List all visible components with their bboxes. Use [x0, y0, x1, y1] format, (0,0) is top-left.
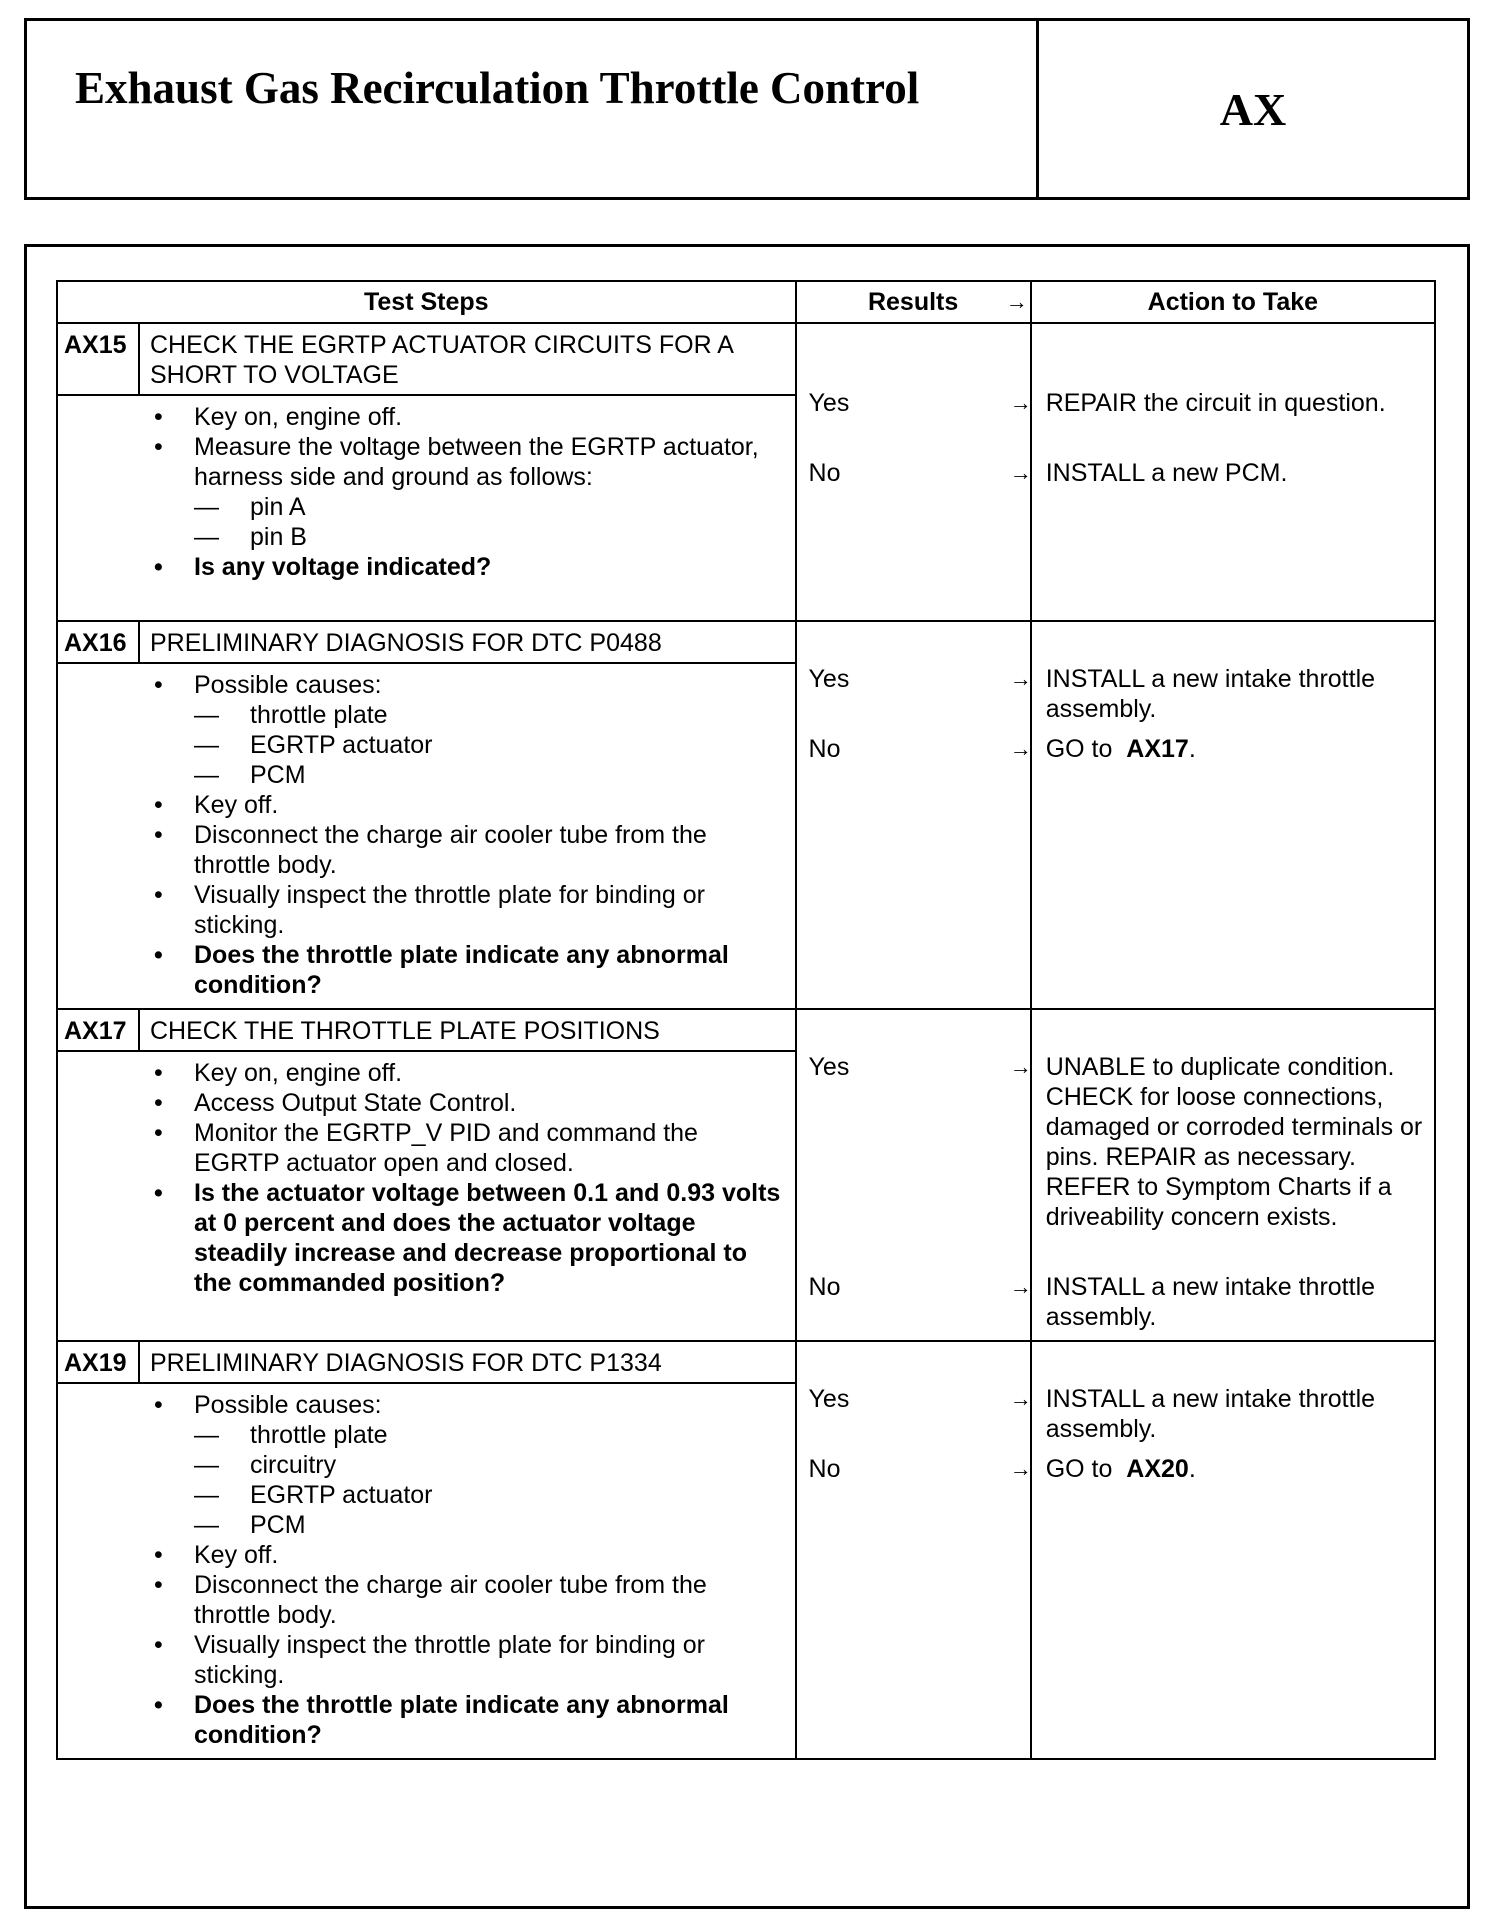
step-title: PRELIMINARY DIAGNOSIS FOR DTC P1334 [150, 1349, 662, 1377]
step-bullet: • Visually inspect the throttle plate for binding or sticking. [194, 880, 787, 940]
action-yes: UNABLE to duplicate condition. CHECK for loose connections, damaged or corroded terminals or pins. REPAIR as necessary. REFER to Symptom Charts if a driveability concern exists. [1045, 1053, 1423, 1231]
step-question: • Is the actuator voltage between 0.1 and 0.93 volts at 0 percent and does the actuator voltage steadily increase and decrease proportional to the commanded position? [194, 1178, 787, 1298]
result-yes-label: Yes [808, 1385, 850, 1413]
action-cell [1031, 1341, 1435, 1759]
result-no [797, 1272, 1030, 1302]
arrow-icon: → [1009, 1054, 1032, 1079]
step-subitem: — throttle plate [194, 1420, 787, 1450]
step-header [58, 1010, 797, 1052]
result-no-label: No [808, 1455, 841, 1483]
result-yes [797, 388, 1030, 418]
test-step-cell [57, 621, 796, 1009]
step-bullet: • Disconnect the charge air cooler tube from the throttle body. [194, 1570, 787, 1630]
step-title: CHECK THE THROTTLE PLATE POSITIONS [150, 1017, 660, 1045]
arrow-icon: → [1009, 1386, 1032, 1411]
step-subitem: — pin B [194, 522, 787, 552]
table-header-row [57, 281, 1435, 323]
step-header [58, 324, 797, 396]
action-no: INSTALL a new PCM. [1045, 459, 1288, 487]
step-bullet: • Measure the voltage between the EGRTP actuator, harness side and ground as follows: [194, 432, 787, 492]
action-no-suffix: . [1188, 1455, 1196, 1483]
result-yes [797, 1384, 1030, 1414]
table-row [57, 1341, 1435, 1759]
table-row [57, 323, 1435, 621]
test-step-cell [57, 323, 796, 621]
action-no [1032, 734, 1434, 764]
result-no-label: No [808, 459, 841, 487]
step-id: AX19 [58, 1342, 140, 1382]
step-subitem: — EGRTP actuator [194, 730, 787, 760]
step-reference-link[interactable]: AX20 [1126, 1455, 1189, 1483]
step-body [58, 664, 795, 1008]
result-no-label: No [808, 1273, 841, 1301]
step-body [58, 396, 795, 620]
step-bullet: • Possible causes: [194, 1390, 787, 1420]
results-cell [796, 323, 1031, 621]
arrow-icon: → [1009, 1274, 1032, 1299]
table-row [57, 1009, 1435, 1341]
action-cell [1031, 621, 1435, 1009]
result-no-label: No [808, 735, 841, 763]
column-header-action: Action to Take [1031, 281, 1435, 323]
test-steps-table [56, 280, 1436, 1760]
header-box [24, 18, 1470, 200]
action-no: INSTALL a new intake throttle assembly. [1045, 1273, 1376, 1331]
step-reference-link[interactable]: AX17 [1126, 735, 1189, 763]
step-id: AX16 [58, 622, 140, 662]
step-subitem: — EGRTP actuator [194, 1480, 787, 1510]
step-subitem: — PCM [194, 1510, 787, 1540]
results-label: Results [867, 288, 959, 316]
arrow-icon: → [1009, 1456, 1032, 1481]
results-cell [796, 1341, 1031, 1759]
step-question: • Is any voltage indicated? [194, 552, 787, 582]
step-question: • Does the throttle plate indicate any abnormal condition? [194, 1690, 787, 1750]
step-subitem: — circuitry [194, 1450, 787, 1480]
step-body [58, 1384, 795, 1758]
results-arrow-icon: → [1005, 289, 1028, 314]
step-subitem: — PCM [194, 760, 787, 790]
arrow-icon: → [1009, 390, 1032, 415]
result-yes [797, 664, 1030, 694]
result-yes-label: Yes [808, 1053, 850, 1081]
step-bullet: • Disconnect the charge air cooler tube from the throttle body. [194, 820, 787, 880]
action-yes: INSTALL a new intake throttle assembly. [1045, 665, 1376, 723]
step-bullet: • Key on, engine off. [194, 402, 787, 432]
action-yes: REPAIR the circuit in question. [1045, 389, 1386, 417]
action-no-suffix: . [1188, 735, 1196, 763]
result-no [797, 734, 1030, 764]
step-bullet: • Visually inspect the throttle plate for binding or sticking. [194, 1630, 787, 1690]
result-no [797, 1454, 1030, 1484]
step-bullet: • Possible causes: [194, 670, 787, 700]
step-subitem: — pin A [194, 492, 787, 522]
result-yes [797, 1052, 1030, 1082]
test-step-cell [57, 1341, 796, 1759]
step-title: CHECK THE EGRTP ACTUATOR CIRCUITS FOR A SHORT TO VOLTAGE [150, 331, 733, 389]
arrow-icon: → [1009, 736, 1032, 761]
step-bullet: • Access Output State Control. [194, 1088, 787, 1118]
action-cell [1031, 1009, 1435, 1341]
step-header [58, 622, 797, 664]
step-question: • Does the throttle plate indicate any abnormal condition? [194, 940, 787, 1000]
action-no [1032, 1454, 1434, 1484]
results-cell [796, 1009, 1031, 1341]
result-yes-label: Yes [808, 389, 850, 417]
test-step-cell [57, 1009, 796, 1341]
step-id: AX17 [58, 1010, 140, 1050]
step-subitem: — throttle plate [194, 700, 787, 730]
action-yes: INSTALL a new intake throttle assembly. [1045, 1385, 1376, 1443]
step-bullet: • Key on, engine off. [194, 1058, 787, 1088]
action-no-prefix: GO to [1045, 1455, 1113, 1483]
action-cell [1031, 323, 1435, 621]
page-title: Exhaust Gas Recirculation Throttle Control [75, 63, 920, 113]
table-row [57, 621, 1435, 1009]
column-header-test-steps: Test Steps [57, 281, 796, 323]
step-bullet: • Key off. [194, 1540, 787, 1570]
result-no [797, 458, 1030, 488]
step-bullet: • Monitor the EGRTP_V PID and command the EGRTP actuator open and closed. [194, 1118, 787, 1178]
step-bullet: • Key off. [194, 790, 787, 820]
section-code: AX [1219, 83, 1287, 135]
results-cell [796, 621, 1031, 1009]
step-body [58, 1052, 795, 1340]
action-no-prefix: GO to [1045, 735, 1113, 763]
column-header-results [796, 281, 1031, 323]
result-yes-label: Yes [808, 665, 850, 693]
step-title: PRELIMINARY DIAGNOSIS FOR DTC P0488 [150, 629, 662, 657]
step-id: AX15 [58, 324, 140, 394]
arrow-icon: → [1009, 460, 1032, 485]
step-header [58, 1342, 797, 1384]
arrow-icon: → [1009, 666, 1032, 691]
